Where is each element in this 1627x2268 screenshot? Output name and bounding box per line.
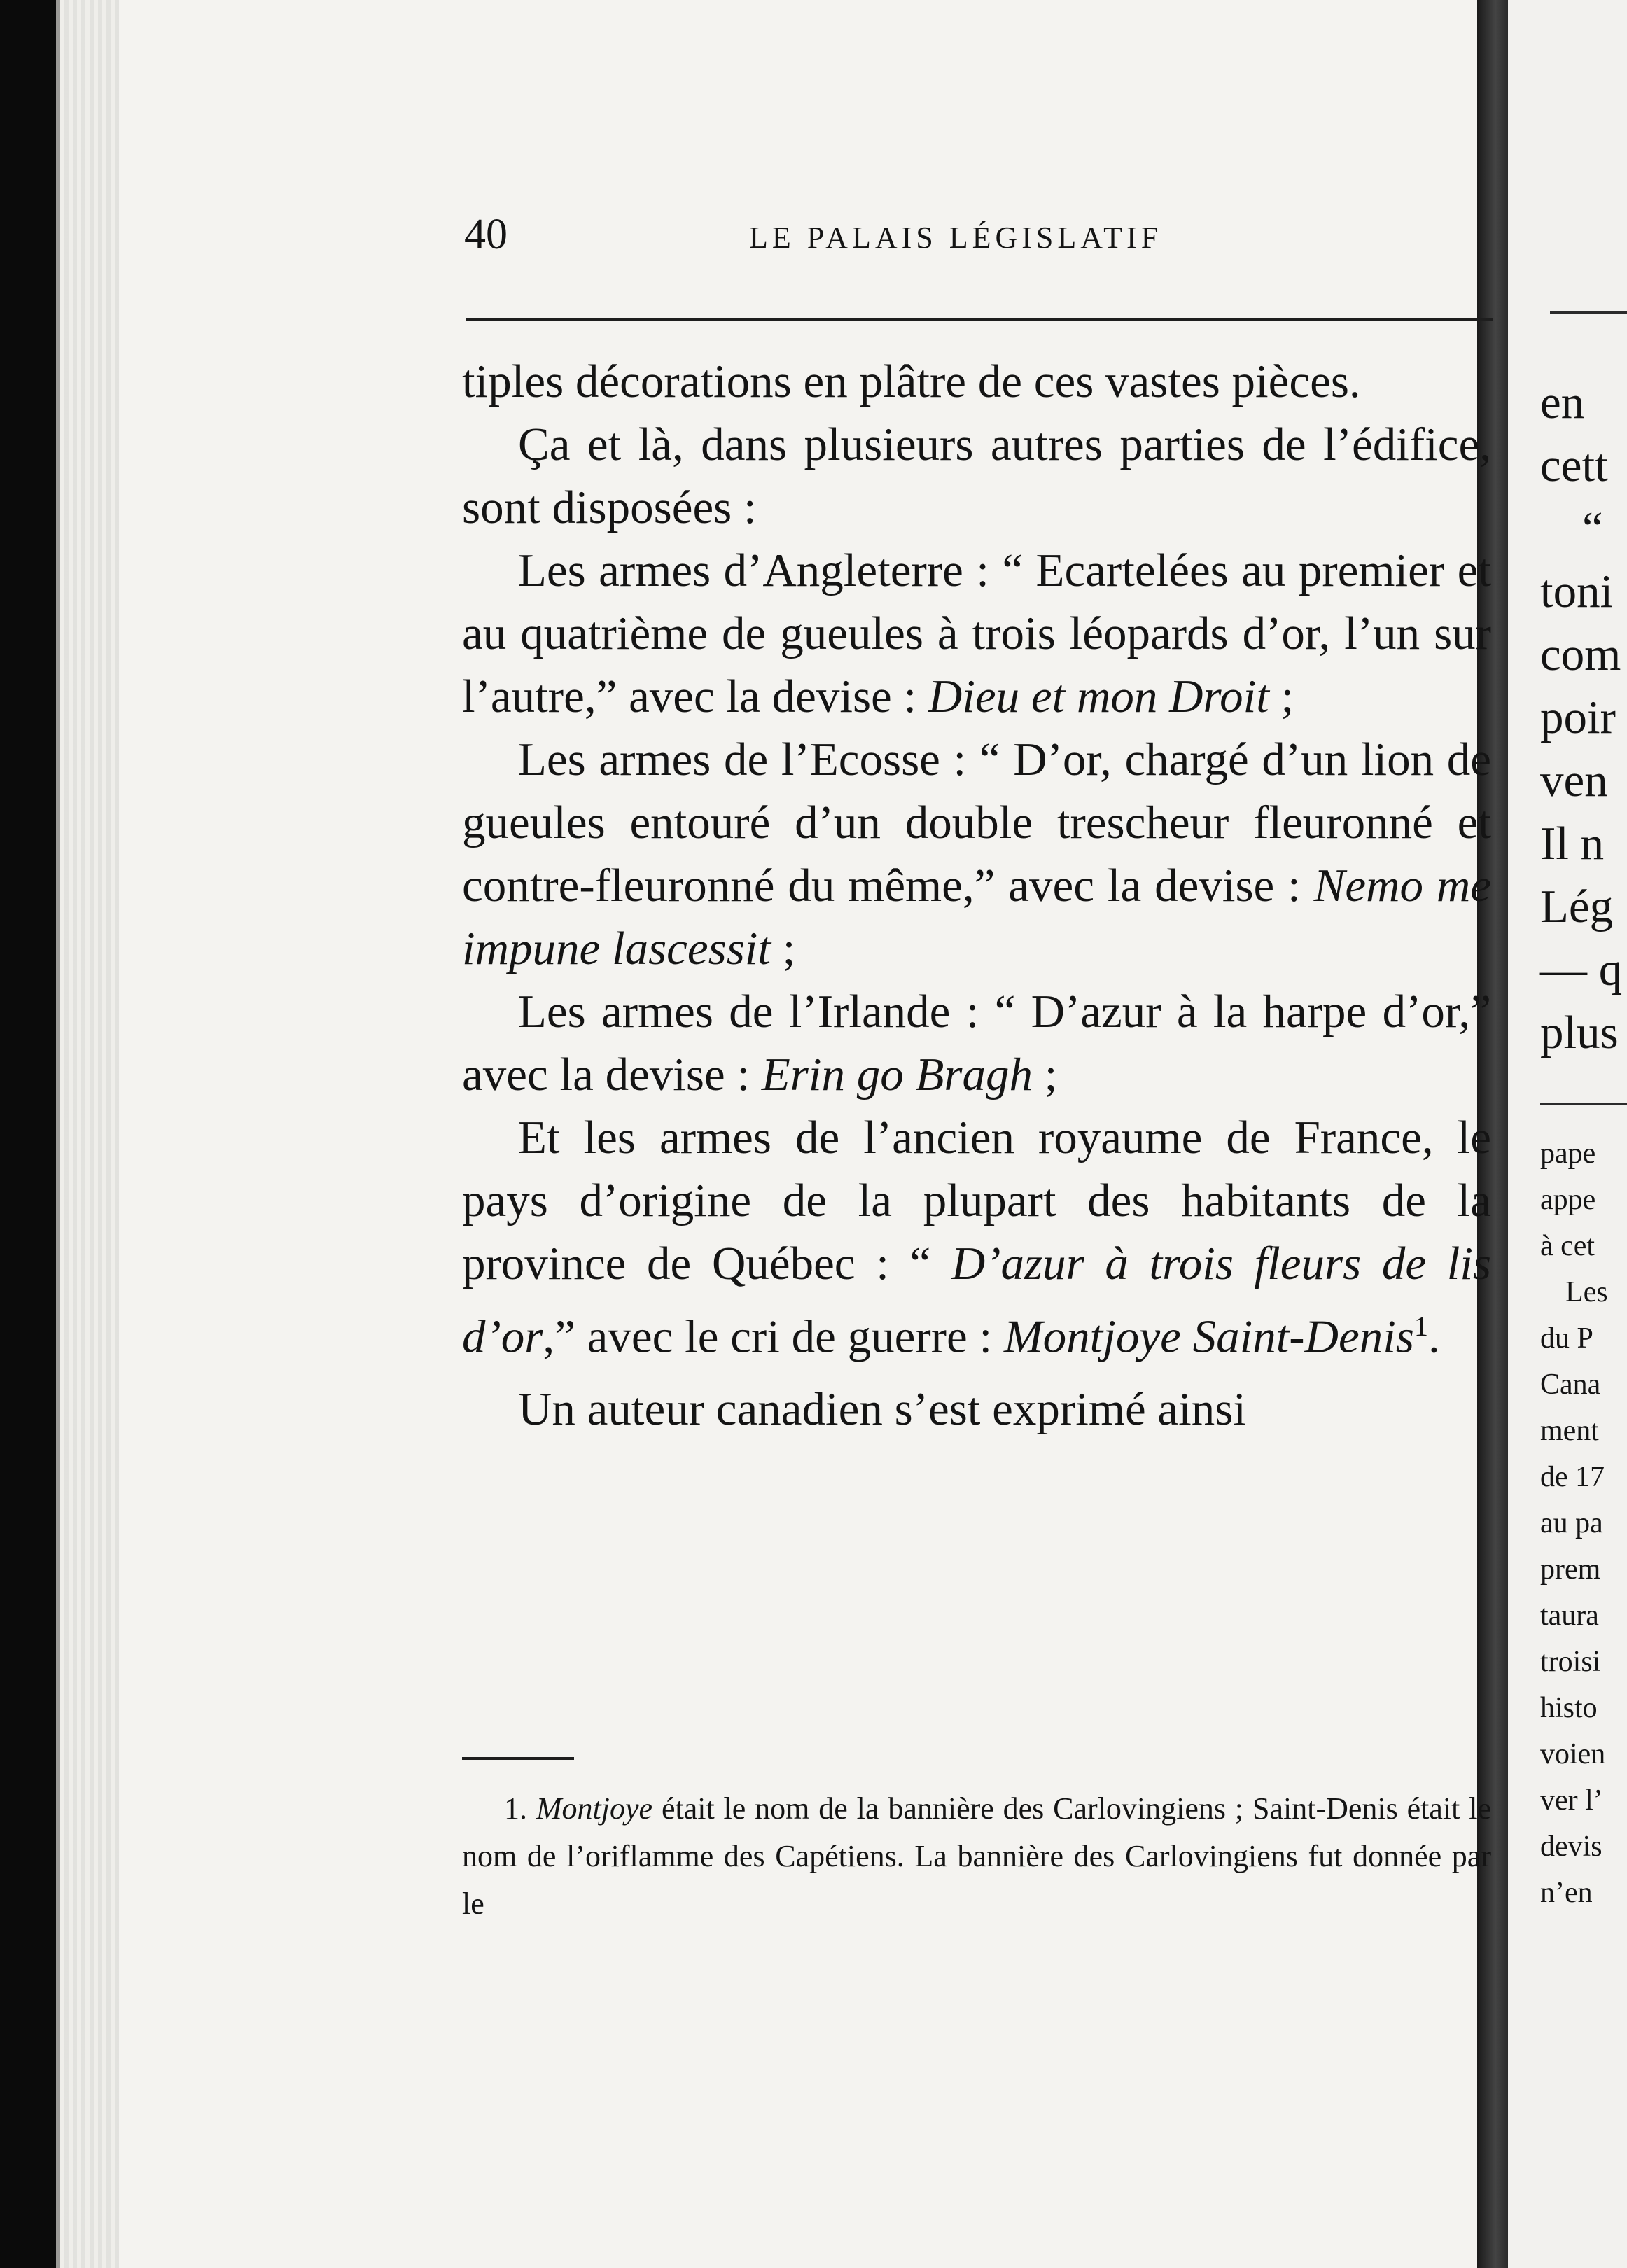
footnote-line: ment — [1540, 1415, 1599, 1447]
paragraph: Les armes de l’Ecosse : “ D’or, chargé d’un lion de gueules entouré d’un double trescheur fleuronné et contre-fleuronné du même,” avec la devise : Nemo me impune lascessit ; — [462, 734, 1491, 974]
text-line: en — [1540, 377, 1585, 428]
paragraph: Ça et là, dans plusieurs autres parties de l’édifice, sont disposées : — [462, 419, 1491, 533]
footnote-line: Les — [1565, 1276, 1608, 1308]
text-line: Lég — [1540, 881, 1614, 932]
motto-italic: Nemo me impune lascessit — [462, 860, 1491, 974]
paragraph: Un auteur canadien s’est exprimé ainsi — [518, 1383, 1246, 1436]
running-head: LE PALAIS LÉGISLATIF — [749, 220, 1163, 255]
text-line: poir — [1540, 692, 1616, 743]
right-body-fragment — [1540, 371, 1627, 1064]
motto-italic: Dieu et mon Droit — [928, 671, 1269, 722]
footnote: 1. Montjoye était le nom de la bannière des Carlovingiens ; Saint-Denis était le nom de l’oriflamme des Capétiens. La bannière des Carlovingiens fut donnée par le — [462, 1791, 1492, 1921]
text-line: — q — [1540, 944, 1623, 995]
footnote-line: pape — [1540, 1138, 1596, 1170]
paragraph: tiples décorations en plâtre de ces vastes pièces. — [462, 356, 1361, 407]
page-number: 40 — [464, 211, 508, 258]
right-footnote-fragment — [1540, 1130, 1608, 1916]
right-page-fragment — [1508, 0, 1627, 2268]
blazon-italic: D’azur à trois fleurs de lis d’or — [462, 1238, 1492, 1363]
footnote-line: histo — [1540, 1692, 1598, 1724]
footnote-line: Cana — [1540, 1368, 1601, 1401]
footnote-line: taura — [1540, 1600, 1599, 1632]
footnote-line: troisi — [1540, 1646, 1601, 1678]
paragraph: Et les armes de l’ancien royaume de France, le pays d’origine de la plupart des habitants de la province de Québec : “ D’azur à trois fleurs de lis d’or,” avec le cri de guerre : Montjoye Saint-Denis$^1$. — [462, 1112, 1492, 1363]
text-line: com — [1540, 629, 1621, 680]
right-header-rule — [1550, 312, 1627, 314]
footnote-line: voien — [1540, 1738, 1606, 1770]
footnote-line: appe — [1540, 1184, 1596, 1216]
footnote-line: devis — [1540, 1830, 1602, 1863]
text-line: toni — [1540, 566, 1614, 617]
left-page-content — [56, 0, 1492, 2268]
footnote-line: au pa — [1540, 1507, 1603, 1539]
text-line: cett — [1540, 440, 1608, 491]
footnote-line: prem — [1540, 1553, 1601, 1586]
motto-italic: Erin go Bragh — [761, 1049, 1033, 1100]
paragraph: Les armes d’Angleterre : “ Ecartelées au premier et au quatrième de gueules à trois léopards d’or, l’un sur l’autre,” avec la devise : Dieu et mon Droit ; — [462, 545, 1491, 722]
war-cry-italic: Montjoye Saint-Denis — [1003, 1310, 1414, 1363]
footnote-line: à cet — [1540, 1230, 1595, 1262]
paragraph: Les armes de l’Irlande : “ D’azur à la harpe d’or,” avec la devise : Erin go Bragh ; — [462, 986, 1491, 1100]
footnote-marker: 1 — [1413, 1310, 1428, 1342]
footnote-rule — [462, 1757, 574, 1760]
footnote-line: n’en — [1540, 1877, 1593, 1909]
text-line: Il n — [1540, 818, 1605, 869]
text-line: “ — [1582, 503, 1603, 554]
text-line: plus — [1540, 1007, 1619, 1058]
body-text — [462, 350, 1491, 1441]
header-rule — [466, 318, 1493, 321]
right-footnote-rule — [1540, 1102, 1627, 1105]
footnote-line: ver l’ — [1540, 1784, 1603, 1816]
text-line: ven — [1540, 755, 1608, 806]
footnote-line: du P — [1540, 1322, 1593, 1354]
footnote-line: de 17 — [1540, 1461, 1605, 1493]
